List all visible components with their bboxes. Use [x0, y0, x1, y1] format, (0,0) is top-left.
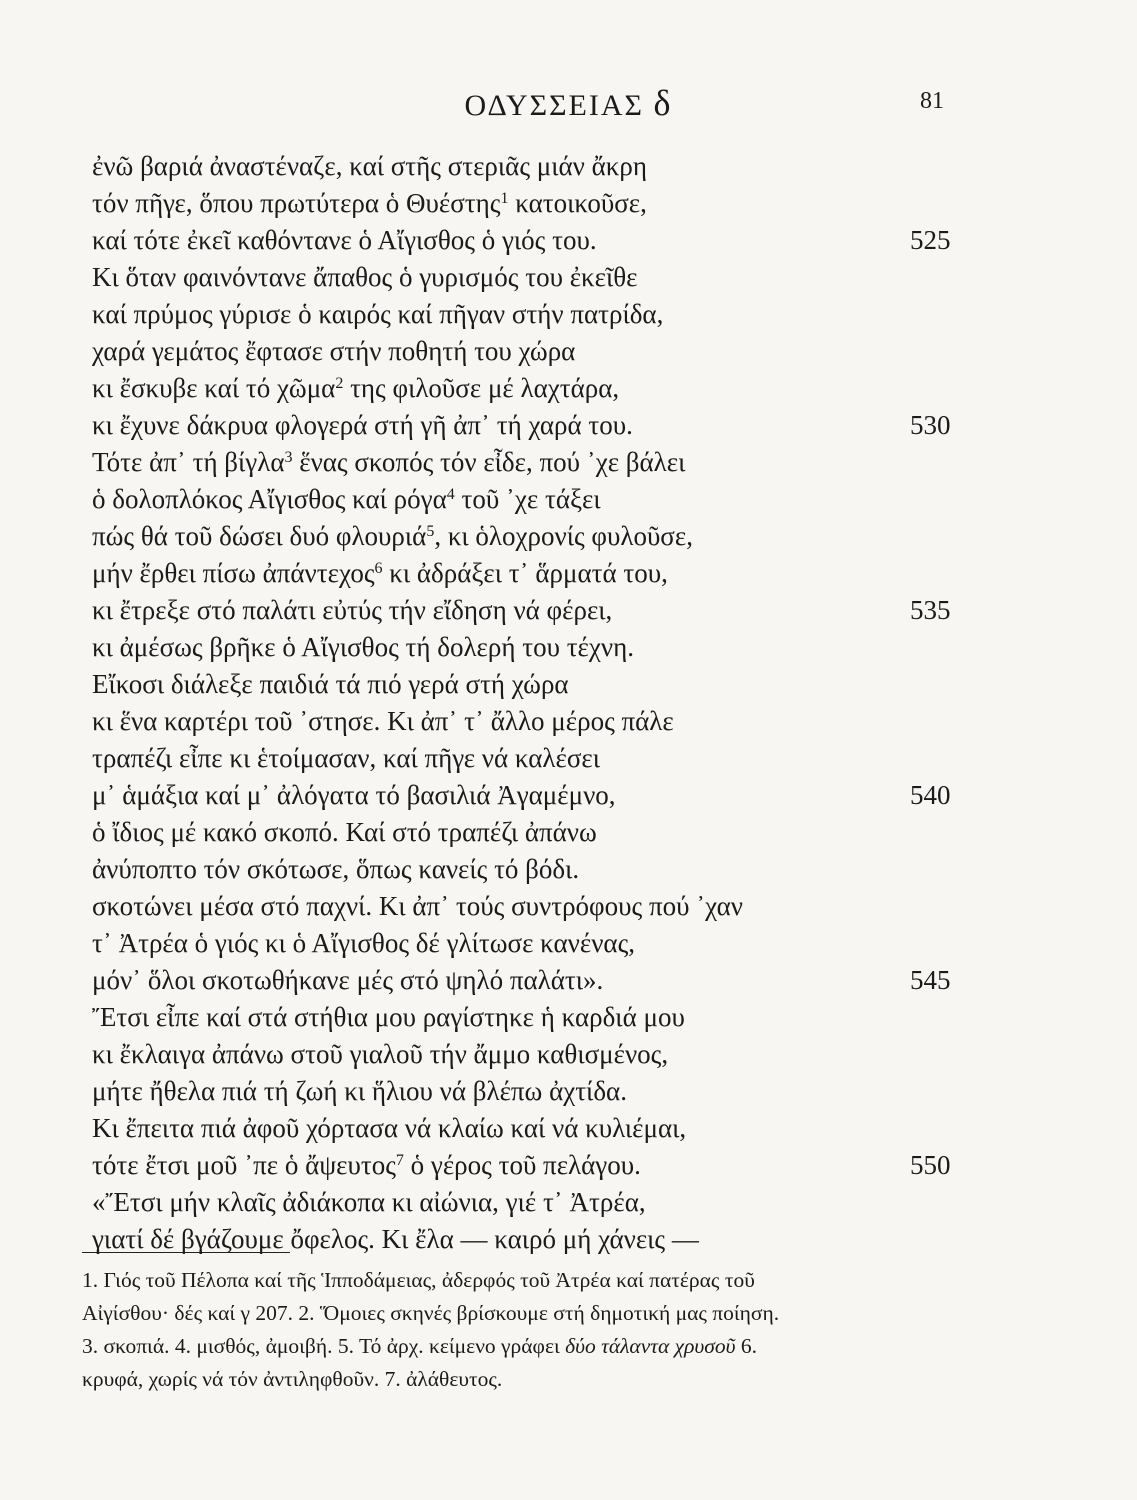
verse-line: [92, 407, 962, 444]
verse-text-part: Τότε ἀπ᾿ τή βίγλα: [92, 447, 285, 477]
verse-text: γιατί δέ βγάζουμε ὄφελος. Κι ἔλα — καιρό μή χάνεις —: [92, 1224, 699, 1254]
verse-text: κι ἕνα καρτέρι τοῦ ᾿στησε. Κι ἀπ᾿ τ᾿ ἄλλο μέρος πάλε: [92, 706, 674, 736]
footnote-marker: 1: [500, 190, 509, 207]
verse-line: [92, 925, 962, 962]
verse-text: κι ἔκλαιγα ἀπάνω στοῦ γιαλοῦ τήν ἄμμο καθισμένος,: [92, 1039, 669, 1069]
verse-text: [92, 447, 685, 477]
verse-line: [92, 888, 962, 925]
footnote-divider: [82, 1252, 290, 1253]
verse-line: [92, 444, 962, 481]
footnote-marker: 4: [446, 486, 455, 503]
verse-line: [92, 1110, 962, 1147]
verse-text-part: τότε ἔτσι μοῦ ᾿πε ὁ ἄψευτος: [92, 1150, 396, 1180]
verse-line: [92, 555, 962, 592]
book-title: ΟΔΥΣΣΕΙΑΣ: [464, 89, 644, 122]
verse-line: [92, 222, 962, 259]
line-number: 525: [910, 225, 951, 255]
verse-text: [92, 484, 601, 514]
verse-text: καί τότε ἐκεῖ καθόντανε ὁ Αἴγισθος ὁ γιός του.: [92, 225, 597, 255]
verse-text: μήτε ἤθελα πιά τή ζωή κι ἥλιου νά βλέπω ἀχτίδα.: [92, 1076, 627, 1106]
verse-line: [92, 962, 962, 999]
verse-text: κι ἔτρεξε στό παλάτι εὐτύς τήν εἴδηση νά φέρει,: [92, 595, 613, 625]
verse-line: [92, 666, 962, 703]
footnote-line: κρυφά, χωρίς νά τόν ἀντιληφθοῦν. 7. ἀλάθευτος.: [82, 1367, 503, 1391]
verse-line: [92, 1184, 962, 1221]
verse-line: [92, 1036, 962, 1073]
verse-block: [92, 148, 962, 1258]
verse-line: [92, 999, 962, 1036]
line-number: 550: [910, 1150, 951, 1180]
verse-text-part: ὁ γέρος τοῦ πελάγου.: [403, 1150, 641, 1180]
verse-text: καί πρύμος γύρισε ὁ καιρός καί πῆγαν στήν πατρίδα,: [92, 299, 664, 329]
footnote-line: 1. Γιός τοῦ Πέλοπα καί τῆς Ἱπποδάμειας, ἀδερφός τοῦ Ἀτρέα καί πατέρας τοῦ: [82, 1268, 755, 1292]
verse-text-part: , κι ὁλοχρονίς φυλοῦσε,: [434, 521, 693, 551]
footnote-marker: 6: [374, 560, 383, 577]
footnote-marker: 7: [395, 1152, 404, 1169]
verse-text-part: μήν ἔρθει πίσω ἀπάντεχος: [92, 558, 375, 588]
verse-text: μ᾿ ἁμάξια καί μ᾿ ἀλόγατα τό βασιλιά Ἀγαμέμνο,: [92, 780, 616, 810]
verse-text: Κι ὅταν φαινόντανε ἄπαθος ὁ γυρισμός του ἐκεῖθε: [92, 262, 638, 292]
verse-text-part: κατοικοῦσε,: [508, 188, 647, 218]
footnote-line: Αἰγίσθου· δές καί γ 207. 2. Ὅμοιες σκηνές βρίσκουμε στή δημοτική μας ποίηση.: [82, 1301, 780, 1325]
footnotes: [82, 1264, 962, 1396]
verse-text-part: πώς θά τοῦ δώσει δυό φλουριά: [92, 521, 427, 551]
verse-text: κι ἔχυνε δάκρυα φλογερά στή γῆ ἀπ᾿ τή χαρά του.: [92, 410, 633, 440]
verse-text-part: ὁ δολοπλόκος Αἴγισθος καί ρόγα: [92, 484, 447, 514]
verse-line: [92, 592, 962, 629]
line-number: 545: [910, 965, 951, 995]
verse-line: [92, 629, 962, 666]
verse-text: «Ἔτσι μήν κλαῖς ἀδιάκοπα κι αἰώνια, γιέ τ᾿ Ἀτρέα,: [92, 1187, 646, 1217]
page-title: [0, 82, 1137, 124]
verse-text: χαρά γεμάτος ἔφτασε στήν ποθητή του χώρα: [92, 336, 576, 366]
verse-text: Ἔτσι εἶπε καί στά στήθια μου ραγίστηκε ἡ καρδιά μου: [92, 1002, 685, 1032]
verse-line: [92, 148, 962, 185]
verse-text: μόν᾿ ὅλοι σκοτωθήκανε μές στό ψηλό παλάτι».: [92, 965, 604, 995]
verse-line: [92, 703, 962, 740]
footnote-marker: 2: [335, 375, 344, 392]
verse-line: [92, 185, 962, 222]
footnote-text: 3. σκοπιά. 4. μισθός, ἀμοιβή. 5. Τό ἀρχ. κείμενο γράφει: [82, 1334, 566, 1358]
line-number: 535: [910, 595, 951, 625]
verse-text: [92, 558, 668, 588]
verse-line: [92, 851, 962, 888]
verse-line: [92, 814, 962, 851]
footnote-italic-quote: δύο τάλαντα χρυσοῦ: [565, 1334, 736, 1358]
verse-line: [92, 1073, 962, 1110]
verse-text: Εἴκοσι διάλεξε παιδιά τά πιό γερά στή χώρα: [92, 669, 569, 699]
verse-text-part: ἕνας σκοπός τόν εἶδε, πού ᾿χε βάλει: [292, 447, 686, 477]
verse-text: Κι ἔπειτα πιά ἀφοῦ χόρτασα νά κλαίω καί νά κυλιέμαι,: [92, 1113, 687, 1143]
footnote-marker: 3: [284, 449, 293, 466]
verse-text-part: τοῦ ᾿χε τάξει: [454, 484, 601, 514]
verse-text-part: τόν πῆγε, ὅπου πρωτύτερα ὁ Θυέστης: [92, 188, 501, 218]
verse-text: [92, 188, 647, 218]
verse-text: κι ἀμέσως βρῆκε ὁ Αἴγισθος τή δολερή του τέχνη.: [92, 632, 634, 662]
verse-line: [92, 740, 962, 777]
verse-text: [92, 1150, 641, 1180]
verse-text-part: κι ἀδράξει τ᾿ ἅρματά του,: [382, 558, 668, 588]
verse-text: ὁ ἴδιος μέ κακό σκοπό. Καί στό τραπέζι ἀπάνω: [92, 817, 597, 847]
verse-text: σκοτώνει μέσα στό παχνί. Κι ἀπ᾿ τούς συντρόφους πού ᾿χαν: [92, 891, 743, 921]
verse-line: [92, 481, 962, 518]
line-number: 540: [910, 780, 951, 810]
footnote-text: 6.: [735, 1334, 757, 1358]
verse-line: [92, 518, 962, 555]
footnote-marker: 5: [426, 523, 435, 540]
verse-line: [92, 296, 962, 333]
verse-text: τραπέζι εἶπε κι ἑτοίμασαν, καί πῆγε νά καλέσει: [92, 743, 601, 773]
verse-line: [92, 333, 962, 370]
verse-line: [92, 777, 962, 814]
verse-line: [92, 1147, 962, 1184]
verse-text: ἀνύποπτο τόν σκότωσε, ὅπως κανείς τό βόδι.: [92, 854, 580, 884]
verse-text: [92, 373, 619, 403]
verse-text: [92, 521, 693, 551]
verse-line: [92, 259, 962, 296]
book-letter: δ: [653, 83, 673, 123]
verse-text-part: της φιλοῦσε μέ λαχτάρα,: [343, 373, 620, 403]
verse-text: ἐνῶ βαριά ἀναστέναζε, καί στῆς στεριᾶς μιάν ἄκρη: [92, 151, 647, 181]
page-number: 81: [920, 88, 944, 114]
verse-line: [92, 370, 962, 407]
line-number: 530: [910, 410, 951, 440]
verse-text-part: κι ἔσκυβε καί τό χῶμα: [92, 373, 336, 403]
verse-text: τ᾿ Ἀτρέα ὁ γιός κι ὁ Αἴγισθος δέ γλίτωσε κανένας,: [92, 928, 636, 958]
footnote-line: [82, 1330, 962, 1363]
